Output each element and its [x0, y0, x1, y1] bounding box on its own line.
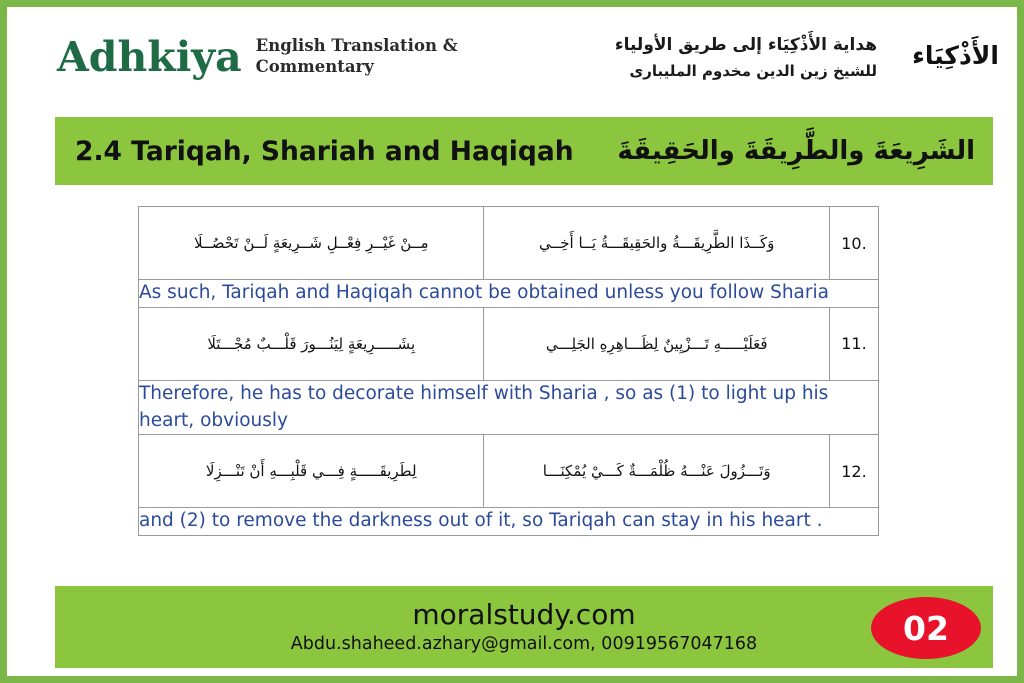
brand-block — [57, 32, 471, 81]
verse-translation: and (2) to remove the darkness out of it, so Tariqah can stay in his heart . — [139, 508, 879, 536]
brand-title: Adhkiya — [57, 32, 242, 81]
table-row — [139, 435, 879, 508]
page-number-badge: 02 — [871, 597, 981, 659]
verse-hemistich-right: وَتَـــزُولَ عَنْـــهُ ظُلْمَـــةٌ كَـــيْ يُمْكِنَـــا — [484, 435, 829, 508]
verse-number: .11 — [829, 307, 878, 380]
header-arabic-booktitle: الأَذْكِيَاء — [912, 41, 999, 70]
verse-number: .12 — [829, 435, 878, 508]
slide-footer — [55, 586, 993, 668]
table-row — [139, 207, 879, 280]
verse-hemistich-left: لِطَرِيقَـــــةٍ فِـــي قَلْبِـــهِ أَنْ تَنْـــزِلَا — [139, 435, 484, 508]
verse-hemistich-right: وَكَــذَا الطَّرِيقَـــةُ والحَقِيقَـــةُ يَــا أَخِــي — [484, 207, 829, 280]
table-row — [139, 307, 879, 380]
verse-hemistich-left: بِشَـــــرِيعَةٍ لِيَنُـــورَ قَلْـــبٌ مُجْـــتَلَا — [139, 307, 484, 380]
verse-table — [138, 206, 879, 536]
section-title-english: 2.4 Tariqah, Shariah and Haqiqah — [75, 135, 574, 167]
footer-contact: Abdu.shaheed.azhary@gmail.com, 00919567047168 — [290, 634, 758, 655]
brand-subtitle: English Translation & Commentary — [255, 36, 458, 76]
table-row — [139, 280, 879, 308]
verse-translation: As such, Tariqah and Haqiqah cannot be obtained unless you follow Sharia — [139, 280, 879, 308]
slide-header — [7, 7, 1017, 107]
section-title-arabic: الشَرِيعَةَ والطَّرِيقَةَ والحَقِيقَةَ — [617, 136, 975, 166]
verse-hemistich-right: فَعَلَيْـــــهِ تَـــزْيِينٌ لِظَـــاهِرِهِ الجَلِـــي — [484, 307, 829, 380]
header-arabic-line-1: هداية الأَذْكِيَاء إلى طريق الأولياء — [614, 35, 877, 55]
verse-hemistich-left: مِــنْ غَيْــرِ فِعْــلِ شَــرِيعَةٍ لَــنْ تَحْصُــلَا — [139, 207, 484, 280]
verse-translation: Therefore, he has to decorate himself with Sharia , so as (1) to light up his heart, obviously — [139, 380, 879, 435]
section-title-bar — [55, 117, 993, 185]
verse-number: .10 — [829, 207, 878, 280]
header-arabic-credit — [615, 33, 877, 83]
header-arabic-line-2: للشيخ زين الدين مخدوم المليبارى — [629, 61, 877, 80]
table-row — [139, 380, 879, 435]
table-row — [139, 508, 879, 536]
footer-website: moralstudy.com — [412, 597, 636, 631]
